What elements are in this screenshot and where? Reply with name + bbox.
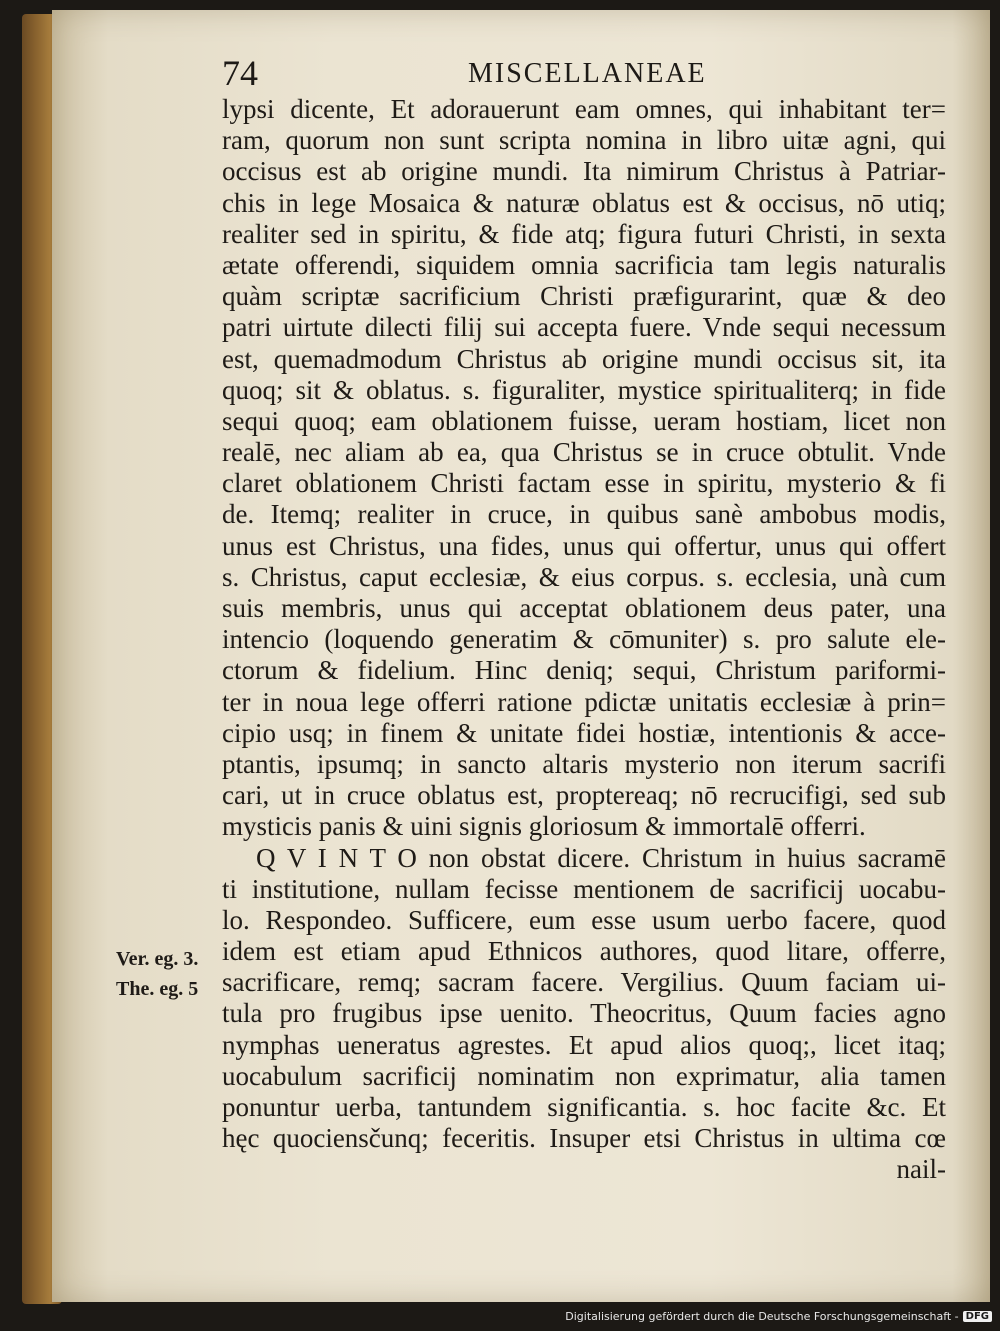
text-line: ptantis, ipsumq; in sancto altaris mysterio non iterum sacrifi <box>222 748 946 779</box>
text-line: quoq; sit & oblatus. s. figuraliter, mystice spiritualiterq; in fide <box>222 374 946 405</box>
digitization-credit <box>565 1310 992 1323</box>
page-number: 74 <box>222 53 258 93</box>
text-line: patri uirtute dilecti filij sui accepta fuere. Vnde sequi necessum <box>222 312 946 343</box>
margin-notes <box>116 944 226 1004</box>
credit-text: Digitalisierung gefördert durch die Deutsche Forschungsgemeinschaft - <box>565 1310 959 1323</box>
text-line: nymphas ueneratus agrestes. Et apud alios quoq;, licet itaq; <box>222 1029 946 1060</box>
text-line: hęc quociensčunq; feceritis. Insuper etsi Christus in ultima cœ <box>222 1123 946 1154</box>
running-head: MISCELLANEAE <box>468 58 707 89</box>
text-line: unus est Christus, una fides, unus qui offertur, unus qui offert <box>222 530 946 561</box>
text-line: sequi quoq; eam oblationem fuisse, ueram hostiam, licet non <box>222 405 946 436</box>
text-line: occisus est ab origine mundi. Ita nimirum Christus à Patriar- <box>222 156 946 187</box>
text-line: tula pro frugibus ipse uenito. Theocritus, Quum facies agno <box>222 998 946 1029</box>
dfg-logo: DFG <box>963 1311 992 1322</box>
text-line: ponuntur uerba, tantundem significantia. s. hoc facite &c. Et <box>222 1092 946 1122</box>
text-line: uocabulum sacrificij nominatim non exprimatur, alia tamen <box>222 1060 946 1091</box>
text-line: realiter sed in spiritu, & fide atq; figura futuri Christi, in sexta <box>222 218 946 249</box>
margin-note-theocritus: The. eg. 5 <box>116 978 199 1000</box>
text-line: Q V I N T O non obstat dicere. Christum in huius sacramē <box>256 842 946 873</box>
text-line: idem est etiam apud Ethnicos authores, quod litare, offerre, <box>222 936 946 967</box>
text-line: s. Christus, caput ecclesiæ, & eius corpus. s. ecclesia, unà cum <box>222 561 946 592</box>
text-line: sacrificare, remq; sacram facere. Vergilius. Quum faciam ui- <box>222 967 946 998</box>
text-line: est, quemadmodum Christus ab origine mundi occisus sit, ita <box>222 343 946 374</box>
text-line: de. Itemq; realiter in cruce, in quibus sanè ambobus modis, <box>222 499 946 530</box>
text-line: suis membris, unus qui acceptat oblationem deus pater, una <box>222 593 946 623</box>
text-line: mysticis panis & uini signis gloriosum & immortalē offerri. <box>222 811 866 842</box>
text-line: ætate offerendi, siquidem omnia sacrificia tam legis naturalis <box>222 249 946 280</box>
text-line: nail- <box>896 1154 946 1185</box>
text-line: ti institutione, nullam fecisse mentionem de sacrificij uocabu- <box>222 873 946 904</box>
margin-note-vergil: Ver. eg. 3. <box>116 948 199 970</box>
text-line: realē, nec aliam ab ea, qua Christus se in cruce obtulit. Vnde <box>222 437 946 468</box>
text-line: quàm scriptæ sacrificium Christi præfigurarint, quæ & deo <box>222 281 946 312</box>
text-line: cipio usq; in finem & unitate fidei hostiæ, intentionis & acce- <box>222 717 946 748</box>
text-line: lo. Respondeo. Sufficere, eum esse usum uerbo facere, quod <box>222 904 946 935</box>
text-line: claret oblationem Christi factam esse in spiritu, mysterio & fi <box>222 468 946 499</box>
text-line: ctorum & fidelium. Hinc deniq; sequi, Christum pariformi- <box>222 655 946 686</box>
text-line: cari, ut in cruce oblatus est, proptereaq; nō recrucifigi, sed sub <box>222 780 946 811</box>
text-line: ter in noua lege offerri ratione pdictæ unitatis ecclesiæ à prin= <box>222 686 946 717</box>
text-line: ram, quorum non sunt scripta nomina in libro uitæ agni, qui <box>222 125 946 156</box>
text-line: chis in lege Mosaica & naturæ oblatus est & occisus, nō utiq; <box>222 187 946 218</box>
body-text <box>222 94 946 1186</box>
text-line: lypsi dicente, Et adorauerunt eam omnes, qui inhabitant ter= <box>222 94 946 124</box>
text-line: intencio (loquendo generatim & cōmuniter) s. pro salute ele- <box>222 624 946 655</box>
